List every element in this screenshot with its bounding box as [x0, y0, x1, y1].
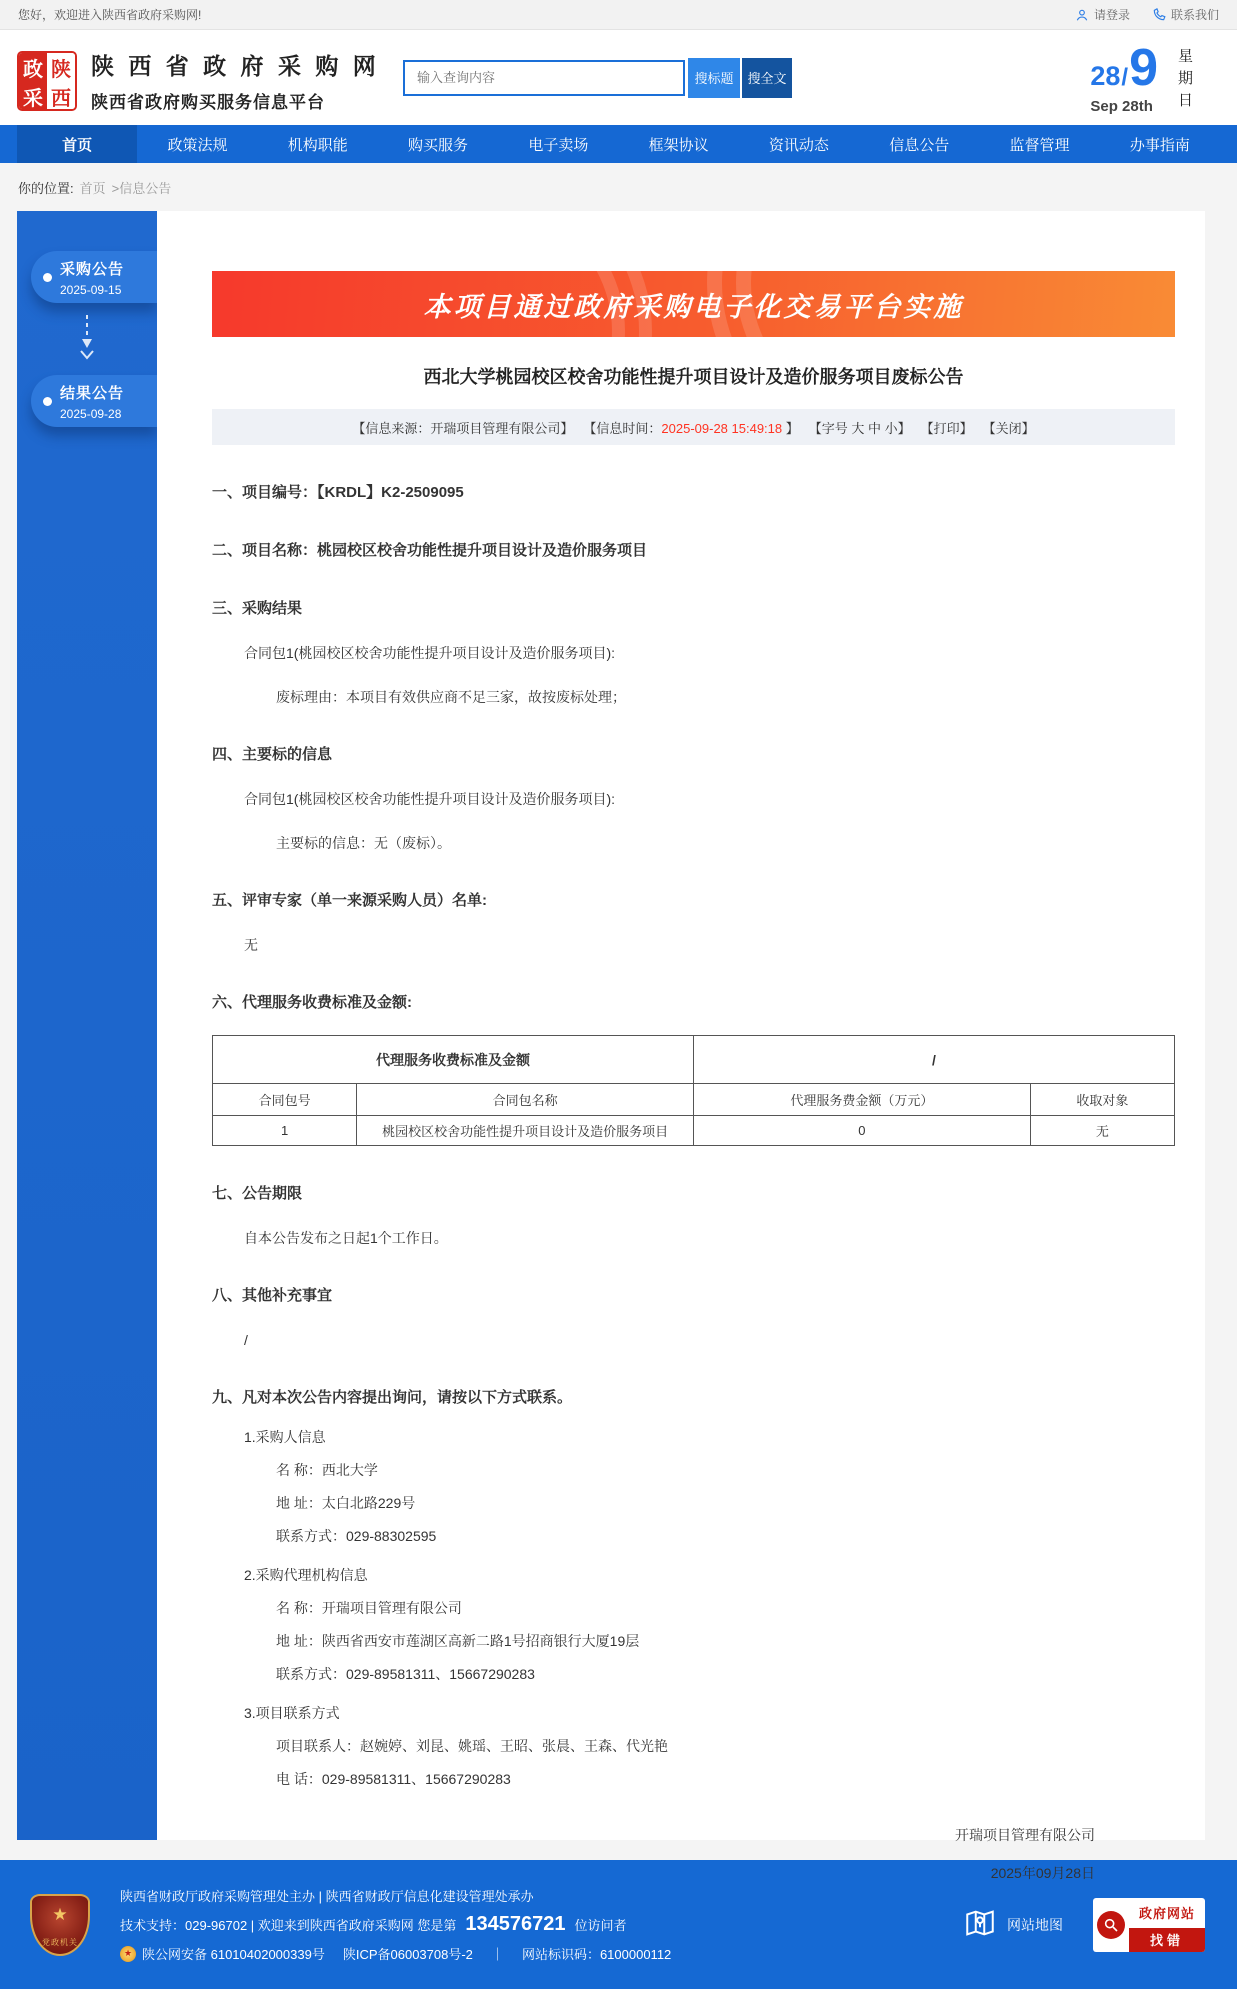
- article-block: 一、项目编号：【KRDL】K2-2509095: [212, 484, 464, 501]
- nav-item[interactable]: 信息公告: [889, 136, 950, 154]
- print-button[interactable]: 【打印】: [920, 420, 973, 436]
- breadcrumb-label: 你的位置:: [18, 180, 74, 196]
- magnifier-logo-icon: [1093, 1898, 1129, 1952]
- footer-text: [120, 1878, 963, 1971]
- article-block: 九、凡对本次公告内容提出询问，请按以下方式联系。: [212, 1389, 573, 1406]
- article-block: 名 称：开瑞项目管理有限公司: [276, 1600, 462, 1616]
- article-block: 1.采购人信息: [244, 1429, 326, 1445]
- article-block: 主要标的信息：无（废标）。: [276, 835, 451, 851]
- search-title-button[interactable]: 搜标题: [688, 58, 740, 98]
- nav-item[interactable]: 监督管理: [1009, 136, 1070, 154]
- search-input[interactable]: [403, 60, 685, 96]
- breadcrumb-home-link[interactable]: 首页: [79, 180, 106, 196]
- article-block: /: [244, 1332, 248, 1348]
- article-block: 三、采购结果: [212, 600, 303, 617]
- article-block: 3.项目联系方式: [244, 1705, 340, 1721]
- site-header: [0, 30, 1237, 125]
- breadcrumb-current: >信息公告: [111, 180, 172, 196]
- signature-block: [212, 1825, 1175, 1883]
- step-dot-icon: [43, 397, 52, 406]
- date-english: Sep 28th: [1090, 98, 1153, 115]
- article-block: 六、代理服务收费标准及金额:: [212, 994, 412, 1011]
- search-fulltext-button[interactable]: 搜全文: [742, 58, 792, 98]
- welcome-text: 您好，欢迎进入陕西省政府采购网!: [18, 8, 202, 22]
- topbar: [0, 0, 1237, 30]
- announcement-article: [212, 271, 1175, 1883]
- public-security-emblem-icon: ★: [120, 1946, 136, 1962]
- nav-item[interactable]: 首页: [17, 125, 137, 163]
- article-meta-bar: [212, 409, 1175, 445]
- article-block: 名 称：西北大学: [276, 1462, 378, 1478]
- beian-icp[interactable]: 陕ICP备06003708号-2: [342, 1947, 473, 1962]
- gov-site-error-report-badge[interactable]: 政府网站 找错: [1093, 1898, 1205, 1952]
- map-icon: [963, 1906, 997, 1943]
- party-government-badge: ★ 党政机关: [30, 1894, 90, 1956]
- article-block: 电 话：029-89581311、15667290283: [276, 1771, 511, 1787]
- sidebar-step-result-notice[interactable]: 结果公告 2025-09-28: [31, 375, 157, 427]
- article-block: 四、主要标的信息: [212, 746, 333, 763]
- nav-item[interactable]: 机构职能: [287, 136, 348, 154]
- main-nav: [0, 125, 1237, 163]
- platform-banner: 本项目通过政府采购电子化交易平台实施: [212, 271, 1175, 337]
- article-block: 项目联系人：赵婉婷、刘昆、姚瑶、王昭、张晨、王森、代光艳: [276, 1738, 668, 1754]
- contact-link[interactable]: 联系我们: [1152, 6, 1219, 23]
- article-block: 二、项目名称：桃园校区校舍功能性提升项目设计及造价服务项目: [212, 542, 648, 559]
- date-widget: 28 / 9 Sep 28th 星期日: [1090, 39, 1193, 115]
- article-block: 合同包1(桃园校区校舍功能性提升项目设计及造价服务项目):: [244, 645, 615, 661]
- content: [17, 211, 1205, 1881]
- article-block: 合同包1(桃园校区校舍功能性提升项目设计及造价服务项目):: [244, 791, 615, 807]
- footer-line-3: ★ 陕公网安备 61010402000339号 陕ICP备06003708号-2 ｜ 网站标识码：6100000112: [120, 1944, 963, 1963]
- article-block: 无: [244, 937, 258, 953]
- fee-table-header-left: 代理服务收费标准及金额: [213, 1036, 694, 1084]
- nav-item[interactable]: 购买服务: [408, 136, 469, 154]
- phone-icon: [1152, 8, 1166, 22]
- brand: [91, 48, 380, 113]
- article-block: 地 址：陕西省西安市莲湖区高新二路1号招商银行大厦19层: [276, 1633, 640, 1649]
- nav-item[interactable]: 办事指南: [1129, 136, 1190, 154]
- site-code: 网站标识码：6100000112: [521, 1947, 672, 1962]
- article-block: 七、公告期限: [212, 1185, 303, 1202]
- footer-line-2: 技术支持：029-96702 | 欢迎来到陕西省政府采购网 您是第 134576721 位访问者: [120, 1913, 627, 1935]
- site-name: 陕 西 省 政 府 采 购 网: [91, 53, 380, 79]
- footer-line-1: 陕西省财政厅政府采购管理处主办 | 陕西省财政厅信息化建设管理处承办: [120, 1889, 534, 1904]
- site-subtitle: 陕西省政府购买服务信息平台: [91, 93, 325, 112]
- fee-table-header-right: /: [693, 1036, 1174, 1084]
- nav-item[interactable]: 电子卖场: [528, 136, 589, 154]
- article-block: 联系方式：029-89581311、15667290283: [276, 1666, 535, 1682]
- footer-right: [963, 1898, 1205, 1952]
- step-dot-icon: [43, 273, 52, 282]
- breadcrumb: [0, 163, 1237, 211]
- visitor-count: 134576721: [465, 1913, 566, 1935]
- article-block: 自本公告发布之日起1个工作日。: [244, 1230, 448, 1246]
- weekday-label: 星期日: [1176, 48, 1193, 114]
- sidebar-step-procurement-notice[interactable]: 采购公告 2025-09-15: [31, 251, 157, 303]
- login-link[interactable]: 请登录: [1075, 6, 1130, 23]
- article-block: 联系方式：029-88302595: [276, 1528, 437, 1544]
- article-block: 地 址：太白北路229号: [276, 1495, 416, 1511]
- user-icon: [1075, 8, 1089, 22]
- article-block: 八、其他补充事宜: [212, 1287, 333, 1304]
- fee-table-row: 1 桃园校区校舍功能性提升项目设计及造价服务项目 0 无: [213, 1116, 1175, 1146]
- font-size-control[interactable]: 【字号 大 中 小】: [808, 420, 911, 436]
- beian-gongan[interactable]: 陕公网安备 61010402000339号: [142, 1947, 325, 1962]
- page-title: 西北大学桃园校区校舍功能性提升项目设计及造价服务项目废标公告: [423, 367, 964, 387]
- article-block: 废标理由：本项目有效供应商不足三家，故按废标处理；: [276, 689, 626, 705]
- nav-item[interactable]: 政策法规: [167, 136, 228, 154]
- signature-date: 2025年09月28日: [990, 1865, 1095, 1881]
- nav-item[interactable]: 资讯动态: [768, 136, 829, 154]
- info-time: 【信息时间：2025-09-28 15:49:18 】: [583, 420, 799, 436]
- fee-table-columns: 合同包号 合同包名称 代理服务费金额（万元） 收取对象: [213, 1084, 1175, 1116]
- article-blocks-a: [212, 483, 1175, 1013]
- sitemap-link[interactable]: 网站地图: [963, 1906, 1063, 1943]
- nav-item[interactable]: 框架协议: [648, 136, 709, 154]
- signature-org: 开瑞项目管理有限公司: [955, 1827, 1095, 1843]
- arrow-down-icon: [17, 311, 157, 367]
- star-icon: ★: [52, 1904, 68, 1924]
- article-block: 五、评审专家（单一来源采购人员）名单:: [212, 892, 487, 909]
- timeline-sidebar: [17, 211, 157, 1840]
- site-logo: 政 陕 采 西: [17, 51, 77, 111]
- article-blocks-b: [212, 1184, 1175, 1789]
- article-block: 2.采购代理机构信息: [244, 1567, 368, 1583]
- search-box: [403, 58, 792, 98]
- close-button[interactable]: 【关闭】: [982, 420, 1035, 436]
- info-source: 【信息来源：开瑞项目管理有限公司】: [352, 420, 574, 436]
- main-panel: [157, 211, 1205, 1881]
- fee-table: [212, 1035, 1175, 1146]
